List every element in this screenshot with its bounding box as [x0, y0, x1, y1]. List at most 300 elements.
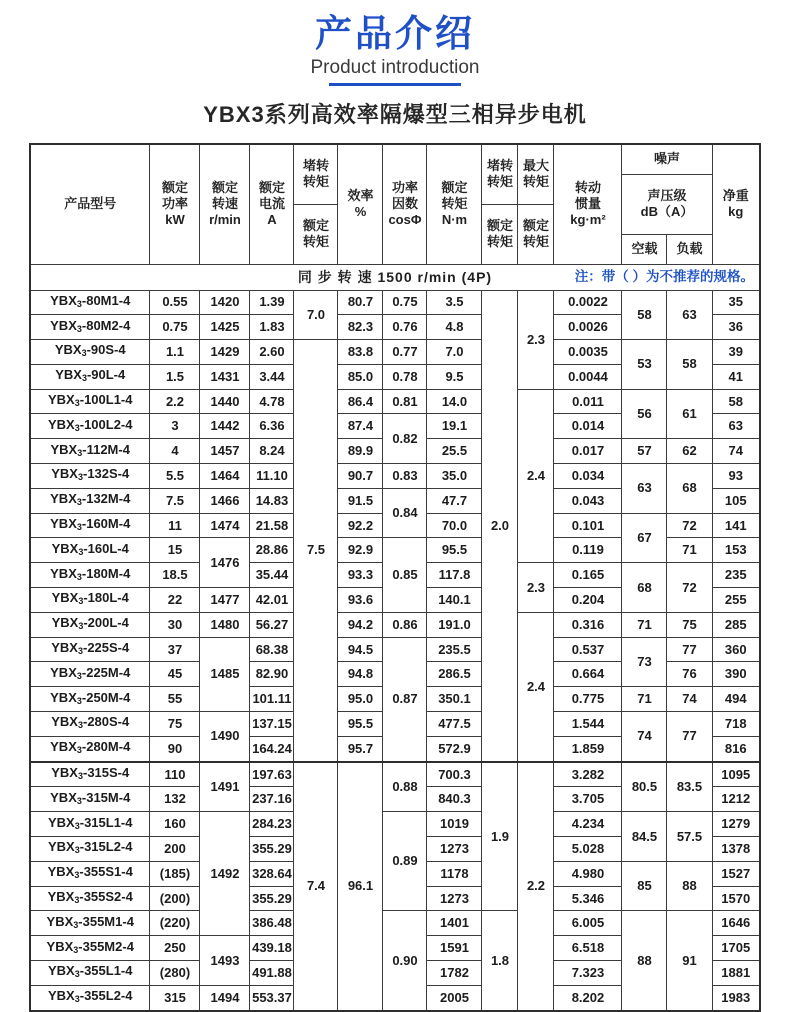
- cell-rated-power: 200: [150, 837, 200, 862]
- cell-rated-current: 197.63: [250, 762, 294, 787]
- cell-net-weight: 390: [712, 662, 760, 687]
- cell-efficiency: 82.3: [338, 315, 383, 340]
- cell-noise-load: 63: [667, 290, 712, 340]
- cell-model: $YBX_3-112M-4$: [30, 439, 150, 464]
- cell-locked-rotor-torque-ratio: 7.5: [294, 340, 338, 762]
- cell-rated-torque: 700.3: [427, 762, 482, 787]
- cell-noise-load: 72: [667, 563, 712, 613]
- cell-rated-power: 30: [150, 612, 200, 637]
- cell-model: $YBX_3-132S-4$: [30, 464, 150, 489]
- cell-rated-speed: 1493: [200, 936, 250, 986]
- cell-efficiency: 92.2: [338, 513, 383, 538]
- cell-rated-torque: 35.0: [427, 464, 482, 489]
- cell-model: $YBX_3-355M1-4$: [30, 911, 150, 936]
- cell-rated-speed: 1491: [200, 762, 250, 812]
- cell-inertia: 0.011: [554, 389, 622, 414]
- cell-inertia: 0.0044: [554, 364, 622, 389]
- cell-model: $YBX_3-80M2-4$: [30, 315, 150, 340]
- cell-power-factor: 0.75: [383, 290, 427, 315]
- cell-efficiency: 94.2: [338, 612, 383, 637]
- cell-power-factor: 0.81: [383, 389, 427, 414]
- cell-efficiency: 92.9: [338, 538, 383, 563]
- cell-model: $YBX_3-315M-4$: [30, 787, 150, 812]
- cell-rated-current: 6.36: [250, 414, 294, 439]
- bracket-note: 注：带（ ）为不推荐的规格。: [574, 269, 754, 284]
- cell-rated-torque: 9.5: [427, 364, 482, 389]
- cell-noise-no-load: 63: [622, 464, 667, 514]
- header-max-torque-ratio-den: 额定 转矩: [518, 204, 554, 264]
- cell-noise-no-load: 71: [622, 612, 667, 637]
- cell-noise-load: 91: [667, 911, 712, 1011]
- cell-noise-load: 77: [667, 637, 712, 662]
- cell-rated-torque: 477.5: [427, 712, 482, 737]
- cell-inertia: 0.0022: [554, 290, 622, 315]
- cell-model: $YBX_3-180M-4$: [30, 563, 150, 588]
- table-row: [30, 911, 760, 936]
- cell-efficiency: 95.7: [338, 736, 383, 761]
- header-locked-rotor-torque-num: 堵转 转矩: [294, 144, 338, 204]
- table-body: [30, 264, 760, 1011]
- cell-rated-power: 22: [150, 588, 200, 613]
- cell-rated-torque: 840.3: [427, 787, 482, 812]
- cell-rated-power: 1.1: [150, 340, 200, 365]
- cell-power-factor: 0.89: [383, 812, 427, 911]
- cell-rated-torque: 191.0: [427, 612, 482, 637]
- cell-rated-torque: 286.5: [427, 662, 482, 687]
- cell-net-weight: 58: [712, 389, 760, 414]
- cell-rated-power: (185): [150, 861, 200, 886]
- cell-efficiency: 94.8: [338, 662, 383, 687]
- cell-noise-load: 68: [667, 464, 712, 514]
- cell-rated-current: 1.39: [250, 290, 294, 315]
- cell-rated-power: 4: [150, 439, 200, 464]
- cell-rated-speed: 1477: [200, 588, 250, 613]
- cell-model: $YBX_3-180L-4$: [30, 588, 150, 613]
- cell-net-weight: 1705: [712, 936, 760, 961]
- cell-power-factor: 0.78: [383, 364, 427, 389]
- cell-model: $YBX_3-90L-4$: [30, 364, 150, 389]
- cell-noise-load: 61: [667, 389, 712, 439]
- header-max-torque-ratio-num: 最大 转矩: [518, 144, 554, 204]
- cell-rated-power: 5.5: [150, 464, 200, 489]
- cell-model: $YBX_3-160L-4$: [30, 538, 150, 563]
- cell-net-weight: 153: [712, 538, 760, 563]
- cell-rated-current: 14.83: [250, 488, 294, 513]
- cell-rated-torque: 235.5: [427, 637, 482, 662]
- cell-inertia: 0.204: [554, 588, 622, 613]
- cell-net-weight: 1279: [712, 812, 760, 837]
- cell-rated-torque: 25.5: [427, 439, 482, 464]
- page-title: 产品介绍: [315, 13, 475, 54]
- page-subtitle: Product introduction: [310, 57, 480, 78]
- cell-rated-torque: 47.7: [427, 488, 482, 513]
- cell-rated-power: 0.75: [150, 315, 200, 340]
- cell-rated-power: 45: [150, 662, 200, 687]
- cell-inertia: 0.043: [554, 488, 622, 513]
- header-locked-rotor-torque-den: 额定 转矩: [294, 204, 338, 264]
- cell-efficiency: 95.5: [338, 712, 383, 737]
- cell-rated-torque: 350.1: [427, 687, 482, 712]
- cell-rated-speed: 1474: [200, 513, 250, 538]
- cell-rated-torque: 14.0: [427, 389, 482, 414]
- cell-rated-current: 35.44: [250, 563, 294, 588]
- cell-rated-torque: 1273: [427, 886, 482, 911]
- cell-rated-speed: 1464: [200, 464, 250, 489]
- cell-rated-power: (200): [150, 886, 200, 911]
- cell-net-weight: 1095: [712, 762, 760, 787]
- table-row: [30, 762, 760, 787]
- cell-power-factor: 0.88: [383, 762, 427, 812]
- cell-model: $YBX_3-355L2-4$: [30, 985, 150, 1010]
- cell-noise-load: 76: [667, 662, 712, 687]
- cell-rated-power: 7.5: [150, 488, 200, 513]
- cell-locked-rotor-torque-ratio: 7.4: [294, 762, 338, 1011]
- cell-inertia: 5.346: [554, 886, 622, 911]
- table-row: [30, 812, 760, 837]
- cell-inertia: 0.165: [554, 563, 622, 588]
- cell-power-factor: 0.90: [383, 911, 427, 1011]
- cell-efficiency: 94.5: [338, 637, 383, 662]
- cell-rated-speed: 1490: [200, 712, 250, 762]
- cell-noise-no-load: 53: [622, 340, 667, 390]
- header-sound-pressure-level: 声压级 dB（A）: [622, 174, 712, 234]
- cell-model: $YBX_3-355S1-4$: [30, 861, 150, 886]
- cell-efficiency: 89.9: [338, 439, 383, 464]
- cell-noise-no-load: 74: [622, 712, 667, 762]
- header-rated-current: 额定 电流 A: [250, 144, 294, 264]
- cell-noise-no-load: 57: [622, 439, 667, 464]
- cell-noise-no-load: 68: [622, 563, 667, 613]
- cell-rated-current: 8.24: [250, 439, 294, 464]
- cell-noise-load: 74: [667, 687, 712, 712]
- cell-rated-current: 4.78: [250, 389, 294, 414]
- cell-rated-current: 237.16: [250, 787, 294, 812]
- cell-locked-rotor-ratio: 1.9: [482, 762, 518, 911]
- cell-locked-rotor-ratio: 2.0: [482, 290, 518, 762]
- cell-inertia: 4.234: [554, 812, 622, 837]
- cell-net-weight: 494: [712, 687, 760, 712]
- table-header: [30, 144, 760, 264]
- cell-net-weight: 235: [712, 563, 760, 588]
- cell-model: $YBX_3-132M-4$: [30, 488, 150, 513]
- cell-rated-power: 15: [150, 538, 200, 563]
- cell-rated-power: 132: [150, 787, 200, 812]
- table-row: [30, 340, 760, 365]
- cell-noise-load: 62: [667, 439, 712, 464]
- cell-net-weight: 285: [712, 612, 760, 637]
- cell-net-weight: 105: [712, 488, 760, 513]
- cell-rated-current: 355.29: [250, 837, 294, 862]
- cell-rated-torque: 2005: [427, 985, 482, 1010]
- header-rated-power: 额定 功率 kW: [150, 144, 200, 264]
- cell-rated-power: (280): [150, 961, 200, 986]
- cell-rated-current: 1.83: [250, 315, 294, 340]
- cell-noise-load: 58: [667, 340, 712, 390]
- cell-rated-power: 250: [150, 936, 200, 961]
- cell-noise-no-load: 73: [622, 637, 667, 687]
- cell-rated-torque: 140.1: [427, 588, 482, 613]
- header-locked-rotor-ratio-den: 额定 转矩: [482, 204, 518, 264]
- cell-power-factor: 0.86: [383, 612, 427, 637]
- cell-noise-no-load: 84.5: [622, 812, 667, 862]
- header-locked-rotor-ratio-num: 堵转 转矩: [482, 144, 518, 204]
- cell-net-weight: 74: [712, 439, 760, 464]
- cell-rated-current: 11.10: [250, 464, 294, 489]
- header-power-factor: 功率 因数 cosΦ: [383, 144, 427, 264]
- cell-efficiency: 96.1: [338, 762, 383, 1011]
- cell-inertia: 6.518: [554, 936, 622, 961]
- cell-rated-power: 90: [150, 736, 200, 761]
- cell-noise-load: 77: [667, 712, 712, 762]
- cell-inertia: 0.316: [554, 612, 622, 637]
- cell-rated-speed: 1420: [200, 290, 250, 315]
- cell-model: $YBX_3-225M-4$: [30, 662, 150, 687]
- cell-power-factor: 0.82: [383, 414, 427, 464]
- cell-rated-current: 56.27: [250, 612, 294, 637]
- cell-rated-power: 11: [150, 513, 200, 538]
- table-row: [30, 290, 760, 315]
- cell-rated-current: 328.64: [250, 861, 294, 886]
- cell-rated-power: 75: [150, 712, 200, 737]
- cell-efficiency: 80.7: [338, 290, 383, 315]
- cell-model: $YBX_3-100L2-4$: [30, 414, 150, 439]
- cell-inertia: 0.775: [554, 687, 622, 712]
- cell-model: $YBX_3-100L1-4$: [30, 389, 150, 414]
- cell-efficiency: 93.6: [338, 588, 383, 613]
- cell-model: $YBX_3-90S-4$: [30, 340, 150, 365]
- cell-model: $YBX_3-160M-4$: [30, 513, 150, 538]
- cell-rated-speed: 1425: [200, 315, 250, 340]
- header-net-weight: 净重 kg: [712, 144, 760, 264]
- cell-rated-current: 42.01: [250, 588, 294, 613]
- cell-net-weight: 1881: [712, 961, 760, 986]
- cell-rated-current: 28.86: [250, 538, 294, 563]
- cell-noise-no-load: 58: [622, 290, 667, 340]
- cell-model: $YBX_3-355M2-4$: [30, 936, 150, 961]
- cell-rated-current: 2.60: [250, 340, 294, 365]
- cell-rated-current: 355.29: [250, 886, 294, 911]
- cell-efficiency: 87.4: [338, 414, 383, 439]
- cell-noise-load: 75: [667, 612, 712, 637]
- cell-inertia: 3.282: [554, 762, 622, 787]
- cell-inertia: 0.017: [554, 439, 622, 464]
- cell-rated-power: 1.5: [150, 364, 200, 389]
- cell-model: $YBX_3-280S-4$: [30, 712, 150, 737]
- cell-rated-torque: 7.0: [427, 340, 482, 365]
- cell-inertia: 1.544: [554, 712, 622, 737]
- cell-model: $YBX_3-355S2-4$: [30, 886, 150, 911]
- cell-noise-load: 57.5: [667, 812, 712, 862]
- cell-rated-current: 3.44: [250, 364, 294, 389]
- cell-noise-load: 71: [667, 538, 712, 563]
- header-rated-speed: 额定 转速 r/min: [200, 144, 250, 264]
- cell-model: $YBX_3-80M1-4$: [30, 290, 150, 315]
- cell-inertia: 0.664: [554, 662, 622, 687]
- cell-rated-torque: 117.8: [427, 563, 482, 588]
- cell-rated-current: 284.23: [250, 812, 294, 837]
- cell-efficiency: 93.3: [338, 563, 383, 588]
- cell-rated-torque: 1273: [427, 837, 482, 862]
- cell-noise-no-load: 56: [622, 389, 667, 439]
- cell-model: $YBX_3-355L1-4$: [30, 961, 150, 986]
- cell-model: $YBX_3-315L2-4$: [30, 837, 150, 862]
- header-efficiency: 效率 %: [338, 144, 383, 264]
- cell-net-weight: 1570: [712, 886, 760, 911]
- cell-rated-power: 315: [150, 985, 200, 1010]
- cell-net-weight: 141: [712, 513, 760, 538]
- cell-rated-current: 164.24: [250, 736, 294, 761]
- page-header: [0, 0, 790, 129]
- cell-efficiency: 95.0: [338, 687, 383, 712]
- cell-inertia: 1.859: [554, 736, 622, 761]
- cell-net-weight: 1527: [712, 861, 760, 886]
- cell-rated-power: 0.55: [150, 290, 200, 315]
- cell-inertia: 0.537: [554, 637, 622, 662]
- sync-speed-label: 同 步 转 速 1500 r/min (4P): [297, 268, 493, 285]
- cell-inertia: 6.005: [554, 911, 622, 936]
- cell-rated-current: 386.48: [250, 911, 294, 936]
- cell-efficiency: 86.4: [338, 389, 383, 414]
- cell-rated-current: 82.90: [250, 662, 294, 687]
- cell-rated-speed: 1476: [200, 538, 250, 588]
- cell-efficiency: 83.8: [338, 340, 383, 365]
- cell-rated-current: 137.15: [250, 712, 294, 737]
- cell-inertia: 8.202: [554, 985, 622, 1010]
- cell-inertia: 7.323: [554, 961, 622, 986]
- cell-rated-torque: 1782: [427, 961, 482, 986]
- cell-inertia: 4.980: [554, 861, 622, 886]
- cell-rated-power: 55: [150, 687, 200, 712]
- cell-rated-current: 491.88: [250, 961, 294, 986]
- cell-net-weight: 35: [712, 290, 760, 315]
- cell-net-weight: 255: [712, 588, 760, 613]
- cell-model: $YBX_3-315S-4$: [30, 762, 150, 787]
- cell-inertia: 0.014: [554, 414, 622, 439]
- cell-model: $YBX_3-225S-4$: [30, 637, 150, 662]
- cell-locked-rotor-torque-ratio: 7.0: [294, 290, 338, 340]
- cell-rated-power: 37: [150, 637, 200, 662]
- cell-net-weight: 39: [712, 340, 760, 365]
- cell-power-factor: 0.84: [383, 488, 427, 538]
- cell-rated-power: 110: [150, 762, 200, 787]
- cell-rated-torque: 572.9: [427, 736, 482, 761]
- cell-rated-speed: 1431: [200, 364, 250, 389]
- cell-rated-power: 160: [150, 812, 200, 837]
- sync-speed-row: [30, 264, 760, 290]
- cell-locked-rotor-ratio: 1.8: [482, 911, 518, 1011]
- cell-rated-speed: 1480: [200, 612, 250, 637]
- header-rated-torque: 额定 转矩 N·m: [427, 144, 482, 264]
- cell-rated-speed: 1440: [200, 389, 250, 414]
- cell-inertia: 0.034: [554, 464, 622, 489]
- cell-model: $YBX_3-315L1-4$: [30, 812, 150, 837]
- cell-rated-speed: 1466: [200, 488, 250, 513]
- cell-rated-power: 2.2: [150, 389, 200, 414]
- cell-model: $YBX_3-200L-4$: [30, 612, 150, 637]
- cell-power-factor: 0.87: [383, 637, 427, 761]
- cell-net-weight: 718: [712, 712, 760, 737]
- cell-inertia: 5.028: [554, 837, 622, 862]
- cell-rated-speed: 1429: [200, 340, 250, 365]
- cell-net-weight: 41: [712, 364, 760, 389]
- cell-rated-torque: 1019: [427, 812, 482, 837]
- cell-noise-no-load: 80.5: [622, 762, 667, 812]
- header-model: 产品型号: [30, 144, 150, 264]
- cell-noise-load: 72: [667, 513, 712, 538]
- cell-inertia: 0.0035: [554, 340, 622, 365]
- cell-max-torque-ratio: 2.3: [518, 290, 554, 389]
- cell-rated-power: (220): [150, 911, 200, 936]
- cell-rated-torque: 3.5: [427, 290, 482, 315]
- cell-rated-speed: 1485: [200, 637, 250, 711]
- cell-net-weight: 1378: [712, 837, 760, 862]
- cell-inertia: 0.101: [554, 513, 622, 538]
- title-underline-bar: [329, 83, 461, 86]
- cell-rated-speed: 1492: [200, 812, 250, 936]
- cell-rated-torque: 95.5: [427, 538, 482, 563]
- cell-model: $YBX_3-250M-4$: [30, 687, 150, 712]
- table-row: [30, 464, 760, 489]
- cell-rated-current: 68.38: [250, 637, 294, 662]
- cell-efficiency: 85.0: [338, 364, 383, 389]
- cell-rated-current: 101.11: [250, 687, 294, 712]
- cell-noise-no-load: 71: [622, 687, 667, 712]
- cell-rated-current: 21.58: [250, 513, 294, 538]
- cell-rated-speed: 1457: [200, 439, 250, 464]
- cell-net-weight: 360: [712, 637, 760, 662]
- product-series-heading: YBX3系列高效率隔爆型三相异步电机: [203, 102, 587, 127]
- cell-noise-no-load: 88: [622, 911, 667, 1011]
- cell-inertia: 0.119: [554, 538, 622, 563]
- cell-net-weight: 1212: [712, 787, 760, 812]
- cell-rated-torque: 1178: [427, 861, 482, 886]
- cell-efficiency: 91.5: [338, 488, 383, 513]
- cell-rated-speed: 1494: [200, 985, 250, 1010]
- cell-inertia: 0.0026: [554, 315, 622, 340]
- cell-rated-power: 18.5: [150, 563, 200, 588]
- cell-max-torque-ratio: 2.4: [518, 612, 554, 761]
- table-row: [30, 637, 760, 662]
- cell-net-weight: 36: [712, 315, 760, 340]
- cell-power-factor: 0.77: [383, 340, 427, 365]
- cell-rated-torque: 4.8: [427, 315, 482, 340]
- cell-max-torque-ratio: 2.2: [518, 762, 554, 1011]
- table-row: [30, 612, 760, 637]
- cell-net-weight: 1983: [712, 985, 760, 1010]
- cell-rated-torque: 19.1: [427, 414, 482, 439]
- cell-noise-no-load: 67: [622, 513, 667, 563]
- cell-max-torque-ratio: 2.3: [518, 563, 554, 613]
- header-noise-no-load: 空载: [622, 234, 667, 264]
- cell-rated-torque: 70.0: [427, 513, 482, 538]
- cell-noise-load: 83.5: [667, 762, 712, 812]
- cell-power-factor: 0.83: [383, 464, 427, 489]
- cell-efficiency: 90.7: [338, 464, 383, 489]
- cell-rated-current: 439.18: [250, 936, 294, 961]
- cell-noise-load: 88: [667, 861, 712, 911]
- cell-net-weight: 816: [712, 736, 760, 761]
- cell-rated-power: 3: [150, 414, 200, 439]
- cell-rated-torque: 1591: [427, 936, 482, 961]
- header-noise-load: 负载: [667, 234, 712, 264]
- header-noise: 噪声: [622, 144, 712, 174]
- cell-rated-torque: 1401: [427, 911, 482, 936]
- header-inertia: 转动 惯量 kg·m²: [554, 144, 622, 264]
- table-row: [30, 389, 760, 414]
- cell-power-factor: 0.76: [383, 315, 427, 340]
- cell-net-weight: 63: [712, 414, 760, 439]
- motor-spec-table: [29, 143, 761, 1012]
